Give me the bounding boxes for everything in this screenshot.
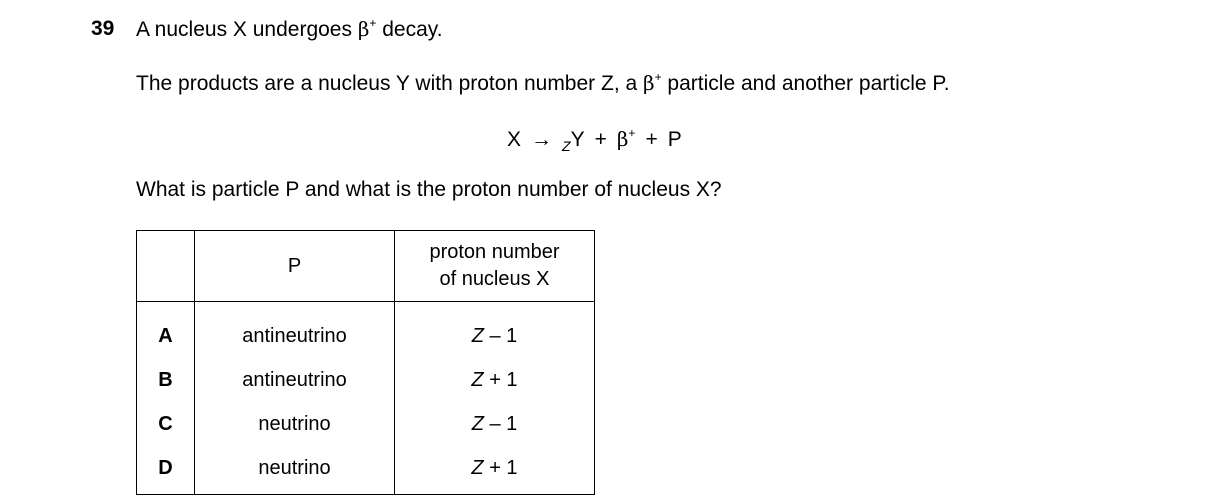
z-offset: + 1: [483, 456, 518, 479]
z-offset: – 1: [483, 412, 518, 435]
table-row[interactable]: [137, 358, 595, 402]
question-prompt: What is particle P and what is the proton number of nucleus X?: [136, 178, 722, 201]
z-offset: – 1: [483, 324, 518, 347]
table-row[interactable]: [137, 446, 595, 495]
z-symbol: Z: [471, 456, 484, 479]
header-letter: [137, 231, 195, 302]
products-text-end: particle and another particle P.: [661, 72, 950, 95]
option-particle: antineutrino: [195, 358, 395, 402]
header-proton-number-line1: proton number: [429, 241, 560, 263]
option-proton-number: [395, 302, 595, 359]
option-proton-number: [395, 446, 595, 495]
option-proton-number: [395, 358, 595, 402]
beta-symbol: β: [357, 17, 370, 41]
equation-beta: β: [616, 127, 629, 151]
beta-charge: +: [654, 70, 662, 84]
decay-equation: [507, 124, 682, 155]
table-header-row: [137, 231, 595, 302]
statement-text-start: A nucleus X undergoes: [136, 18, 358, 41]
option-particle: neutrino: [195, 446, 395, 495]
statement-text-end: decay.: [376, 18, 443, 41]
equation-p: P: [667, 128, 682, 151]
equation-subscript-z: Z: [562, 138, 571, 154]
option-particle: antineutrino: [195, 302, 395, 359]
answer-table: [136, 230, 595, 495]
z-symbol: Z: [471, 324, 484, 347]
table-row[interactable]: [137, 302, 595, 359]
option-letter: C: [137, 402, 195, 446]
equation-arrow: →: [531, 128, 553, 151]
equation-plus-2: +: [645, 128, 658, 151]
option-particle: neutrino: [195, 402, 395, 446]
products-statement: [136, 70, 950, 97]
z-symbol: Z: [471, 368, 484, 391]
header-particle: P: [195, 231, 395, 302]
beta-charge: +: [369, 16, 377, 30]
equation-plus: +: [594, 128, 607, 151]
option-proton-number: [395, 402, 595, 446]
beta-symbol: β: [643, 71, 655, 95]
z-offset: + 1: [483, 368, 518, 391]
products-text-start: The products are a nucleus Y with proton number Z, a: [136, 72, 644, 95]
header-proton-number: [395, 231, 595, 302]
option-letter: B: [137, 358, 195, 402]
equation-beta-charge: +: [628, 126, 636, 140]
equation-x: X: [507, 128, 522, 151]
option-letter: D: [137, 446, 195, 495]
question-statement: [136, 16, 443, 43]
table-row[interactable]: [137, 402, 595, 446]
option-letter: A: [137, 302, 195, 359]
equation-y: Y: [570, 128, 585, 151]
header-proton-number-line2: of nucleus X: [439, 268, 550, 290]
question-number: 39: [91, 17, 115, 40]
z-symbol: Z: [471, 412, 484, 435]
